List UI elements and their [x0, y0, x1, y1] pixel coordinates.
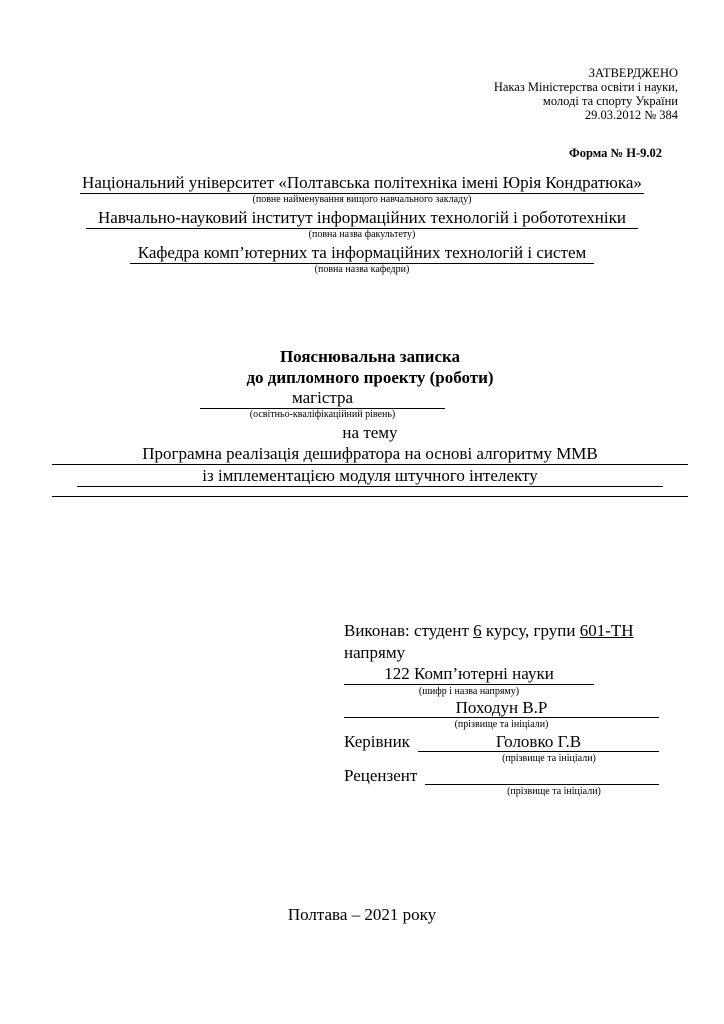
- reviewer-caption: (прізвище та ініціали): [507, 786, 601, 797]
- specialty-line: 122 Комп’ютерні науки: [344, 664, 594, 685]
- executed-prefix: Виконав: студент: [344, 621, 469, 640]
- supervisor-label: Керівник: [344, 732, 410, 751]
- institute-caption: (повна назва факультету): [308, 229, 416, 240]
- approval-line-1: ЗАТВЕРДЖЕНО: [588, 66, 678, 80]
- approval-line-2: Наказ Міністерства освіти і науки,: [493, 80, 678, 94]
- department-name: Кафедра комп’ютерних та інформаційних технологій і систем: [130, 243, 595, 264]
- topic-line2: із імплементацією модуля штучного інтелекту: [77, 465, 662, 487]
- institution-block: [30, 172, 694, 277]
- topic-line1: Програмна реалізація дешифратора на основі алгоритму ММВ: [52, 444, 688, 465]
- student-name: Походун В.Р: [344, 699, 659, 718]
- specialty-caption: (шифр і назва напряму): [418, 686, 520, 697]
- institute-name: Навчально-науковий інститут інформаційних технологій і робототехніки: [86, 208, 638, 229]
- approval-line-3: молоді та спорту України: [542, 94, 678, 108]
- department-line: [30, 242, 694, 264]
- university-caption: (повне найменування вищого навчального закладу): [252, 194, 472, 205]
- form-number: Форма № Н-9.02: [569, 146, 662, 160]
- reviewer-row: [344, 766, 659, 785]
- doc-title-line1: Пояснювальна записка: [279, 347, 461, 366]
- direction-word: напряму: [344, 643, 406, 662]
- student-name-caption: (прізвище та ініціали): [454, 719, 549, 730]
- executed-middle: курсу, групи: [485, 621, 576, 640]
- topic-blank-line: [52, 487, 688, 497]
- course-number: 6: [473, 621, 482, 640]
- department-caption: (повна назва кафедри): [314, 264, 410, 275]
- approval-line-4: 29.03.2012 № 384: [584, 108, 678, 122]
- reviewer-label: Рецензент: [344, 766, 418, 785]
- approval-block: [494, 66, 678, 122]
- degree-caption: (освітньо-кваліфікаційний рівень): [249, 409, 396, 420]
- institute-line: [30, 207, 694, 229]
- on-topic-label: на тему: [342, 423, 398, 442]
- supervisor-row: [344, 732, 659, 752]
- reviewer-name: [425, 766, 659, 785]
- university-line: [30, 172, 694, 194]
- group-number: 601-ТН: [579, 621, 634, 640]
- city-year-line: Полтава – 2021 року: [287, 905, 437, 924]
- degree-level: магістра: [200, 388, 445, 409]
- supervisor-name: Головко Г.В: [418, 732, 659, 752]
- executed-by-line: [344, 620, 659, 642]
- title-block: [52, 346, 688, 497]
- supervisor-caption: (прізвище та ініціали): [502, 753, 596, 764]
- performer-block: [344, 620, 659, 799]
- doc-title-line2: до дипломного проекту (роботи): [246, 368, 494, 387]
- university-name: Національний університет «Полтавська політехніка імені Юрія Кондратюка»: [82, 173, 642, 192]
